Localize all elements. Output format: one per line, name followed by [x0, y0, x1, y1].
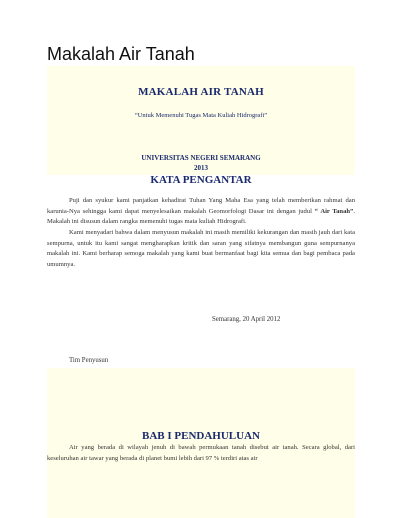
- preface-text-b: . Makalah ini disusun dalam rangka memenuhi tugas mata kuliah Hidrografi.: [47, 207, 355, 226]
- preface-heading: KATA PENGANTAR: [150, 174, 252, 186]
- cover-subtitle: “Untuk Memenuhi Tugas Mata Kuliah Hidrografi”: [134, 112, 268, 119]
- preface-text-a: Puji dan syukur kami panjatkan kehadirat Tuhan Yang Maha Esa yang telah memberikan rahmat dan karunia-Nya sehingga kami dapat menyelesaikan makalah Geomorfologi Dasar ini dengan judul: [47, 197, 355, 215]
- cover-heading: MAKALAH AIR TANAH: [138, 86, 264, 98]
- chapter-paragraph: [47, 443, 355, 464]
- cover-year: 2013: [194, 164, 208, 172]
- chapter-heading: BAB I PENDAHULUAN: [142, 430, 260, 442]
- preface-signer: Tim Penyusun: [69, 357, 109, 364]
- preface-paragraph-1: [47, 196, 355, 228]
- preface-date: Semarang, 20 April 2012: [212, 316, 281, 323]
- preface-text-2: Kami menyadari bahwa dalam menyusun makalah ini masih memiliki kekurangan dan masih jauh dari kata sempurna, untuk itu kami sangat mengharapkan kritik dan saran yang sifatnya membangun guna sempurnanya makalah ini. Kami berharap semoga makalah yang kami buat bermanfaat bagi kita semua dan bagi pembaca pada umumnya.: [47, 229, 355, 268]
- chapter-text: Air yang berada di wilayah jenuh di bawah permukaan tanah disebut air tanah. Secara global, dari keseluruhan air tawar yang berada di planet bumi lebih dari 97 % terdiri atas air: [47, 444, 355, 462]
- page-title: Makalah Air Tanah: [47, 44, 195, 64]
- preface-title-ref: “ Air Tanah”: [314, 207, 354, 215]
- preface-paragraph-2: [47, 228, 355, 270]
- university-name: UNIVERSITAS NEGERI SEMARANG: [141, 154, 261, 162]
